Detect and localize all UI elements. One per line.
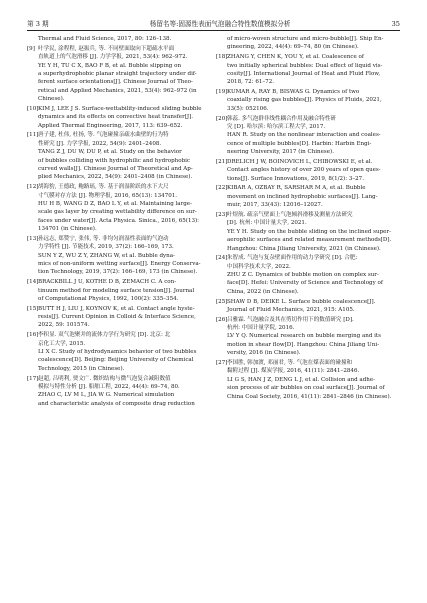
reference-line: Hangzhou: China Jiliang University, 2021 (in Chinese). <box>227 245 381 252</box>
reference-line: 直轨道上的气泡滑移 [J]. 力学学报, 2021, 53(4): 962–972. <box>38 54 188 61</box>
reference-number: [13] <box>27 235 39 242</box>
reference-line: 赵超, 吕明利, 贾文广. 微织结构与微气泡复合减阻数值 <box>38 375 171 382</box>
reference-text <box>227 158 399 183</box>
reference-entry <box>216 359 399 401</box>
reference-line: two initially spherical bubbles: Dual effect of liquid vis- <box>227 62 383 69</box>
reference-number <box>216 35 227 52</box>
reference-line: ZHAO C, LV M L, JIA W G. Numerical simulation <box>38 392 175 399</box>
reference-line: China Coal Society, 2016, 41(11): 2841–2846 (in Chinese). <box>227 393 392 400</box>
reference-line: DRELICH J W, BOINOVICH L, CHIBOWSKI E, et al. <box>227 158 373 165</box>
reference-line: LI G S, HAN J Z, DENG L J, et al. Collision and adhe- <box>227 376 375 383</box>
reference-line: muir, 2017, 33(43): 12016–12027. <box>227 202 323 209</box>
reference-text <box>227 316 399 358</box>
reference-line: Chinese). <box>38 96 65 103</box>
reference-line: motion in shear flow[D]. Hangzhou: China Jiliang Uni- <box>227 341 380 348</box>
reference-line: and characteristic analysis of composite drag reduction <box>38 400 195 407</box>
reference-line: Journal of Fluid Mechanics, 2021, 915: A105. <box>227 306 355 313</box>
reference-text <box>227 88 399 113</box>
reference-entry <box>216 184 399 209</box>
reference-line: 叶煜航. 疏亲气壁面上气泡倾斜滑移及测量方法研究 <box>227 211 353 218</box>
reference-number: [15] <box>27 305 39 312</box>
reference-line: LV Y Q. Numerical research on bubble merging and its <box>227 333 381 340</box>
reference-text <box>38 278 210 303</box>
reference-line: neering University, 2017 (in Chinese). <box>227 149 334 156</box>
reference-text <box>38 35 210 43</box>
reference-line: [D]. 杭州: 中国计量大学, 2021. <box>227 220 307 227</box>
reference-line: tinuum method for modeling surface tension[J]. Journal <box>38 287 195 294</box>
issue-number: 第 3 期 <box>27 20 49 28</box>
reference-line: China, 2022 (in Chinese). <box>227 288 299 295</box>
reference-line: 33(5): 052106. <box>227 105 269 112</box>
reference-number: [12] <box>27 184 39 191</box>
reference-text <box>227 254 399 296</box>
reference-text <box>38 375 210 409</box>
reference-entry <box>216 35 399 52</box>
reference-line: 黏附过程 [J]. 煤炭学报, 2016, 41(11): 2841–2846. <box>227 368 360 375</box>
reference-text <box>227 359 399 401</box>
reference-number: [19] <box>216 89 228 96</box>
reference-text <box>38 235 210 277</box>
reference-text <box>227 53 399 87</box>
reference-line: resis[J]. Current Opinion in Colloid & Interface Science, <box>38 314 196 321</box>
reference-text <box>38 45 210 104</box>
reference-line: versity, 2016 (in Chinese). <box>227 350 301 357</box>
reference-line: curved walls[J]. Chinese Journal of Theoretical and Ap- <box>38 165 193 172</box>
reference-line: 京化工大学, 2015. <box>38 340 86 347</box>
reference-line: 力学特性 [J]. 节能技术, 2019, 37(2): 166–169, 173. <box>38 244 174 251</box>
reference-number: [14] <box>27 279 39 286</box>
reference-entry <box>27 375 210 409</box>
reference-text <box>227 298 399 315</box>
reference-text <box>227 184 399 209</box>
reference-line: ZHU Z C. Dynamics of bubble motion on complex sur- <box>227 272 379 279</box>
reference-entry <box>27 183 210 233</box>
reference-number: [26] <box>216 316 228 323</box>
reference-line: retical and Applied Mechanics, 2021, 53(4): 962–972 (in <box>38 87 197 94</box>
reference-text <box>38 105 210 130</box>
reference-entry <box>27 131 210 181</box>
reference-number: [17] <box>27 375 39 382</box>
reference-line: Contact angles history of over 200 years of open ques- <box>227 167 381 174</box>
reference-number: [10] <box>27 105 39 112</box>
reference-number: [27] <box>216 360 228 366</box>
reference-number: [25] <box>216 298 228 305</box>
reference-line: 李国胜, 韩加渡, 邓丽君, 等. 气泡在煤表面的碰撞和 <box>227 360 353 366</box>
reference-entry <box>216 158 399 183</box>
reference-entry <box>27 305 210 330</box>
reference-line: 杭州: 中国计量学院, 2016. <box>227 325 295 332</box>
reference-line: YE Y H. Study on the bubble sliding on the inclined super- <box>227 228 391 235</box>
reference-text <box>38 183 210 233</box>
reference-line: tion Technology, 2019, 37(2): 166–169, 173 (in Chinese). <box>38 269 198 276</box>
running-title: 杨留名等:固源性表面气泡融合特性数值模拟分析 <box>149 20 291 28</box>
reference-line: Thermal and Fluid Science, 2017, 80: 126–138. <box>38 36 172 42</box>
reference-number: [20] <box>216 115 228 122</box>
reference-line: 模拟与特性分析 [J]. 船舶工程, 2022, 44(4): 69–74, 80. <box>38 383 180 390</box>
reference-line: 究 [D]. 哈尔滨: 哈尔滨工程大学, 2017. <box>227 123 326 130</box>
reference-entry <box>27 278 210 303</box>
running-header <box>27 16 400 28</box>
reference-number: [11] <box>27 132 39 139</box>
reference-line: 性研究 [J]. 力学学报, 2022, 54(9): 2401–2408. <box>38 140 162 147</box>
reference-line: scale gas layer by creating wettability difference on sur- <box>38 209 197 216</box>
reference-line: HAN R. Study on the nonlinear interaction and coales- <box>227 132 381 139</box>
reference-line: ferent surface orientations[J]. Chinese Journal of Theo- <box>38 79 193 86</box>
reference-entry <box>27 105 210 130</box>
reference-line: Applied Thermal Engineering, 2017, 113: 639–652. <box>38 122 183 129</box>
reference-line: tions[J]. Surface Innovations, 2019, 8(1/2): 3–27. <box>227 175 364 182</box>
reference-line: KUMAR A, RAY B, BISWAS G. Dynamics of two <box>227 89 360 96</box>
reference-line: ZHANG Y, CHEN K, YOU Y, et al. Coalescence of <box>227 54 364 61</box>
reference-entry <box>27 45 210 104</box>
reference-line: 孙远志, 郑赞宁, 张伟, 等. 非均匀润湿性表面的气泡动 <box>38 235 169 242</box>
reference-line: coalescence[D]. Beijing: Beijing University of Chemical <box>38 357 194 364</box>
reference-number: [23] <box>216 211 228 218</box>
reference-line: 朱智成. 气泡与复杂壁面作用的动力学研究 [D]. 合肥: <box>227 255 358 262</box>
reference-entry <box>27 331 210 373</box>
reference-line: 中国科学技术大学, 2022. <box>227 263 291 270</box>
reference-line: gineering, 2022, 44(4): 69–74, 80 (in Chinese). <box>227 44 359 51</box>
reference-text <box>227 115 399 157</box>
reference-entry <box>27 235 210 277</box>
reference-number: [16] <box>27 332 39 339</box>
left-column <box>27 35 210 409</box>
reference-line: plied Mechanics, 2022, 54(9): 2401–2408 (in Chinese). <box>38 174 193 181</box>
reference-line: face[D]. Hefei: University of Science and Technology of <box>227 280 383 287</box>
reference-line: KIBAR A, OZBAY R, SARSHAR M A, et al. Bubble <box>227 185 366 192</box>
reference-line: dynamics and its effects on convective heat transfer[J]. <box>38 114 194 121</box>
reference-line: sion process of air bubbles on coal surface[J]. Journal of <box>227 385 385 392</box>
reference-line: 李积显. 双气泡聚并的流体力学行为研究 [D]. 北京: 北 <box>38 332 171 339</box>
page-number: 35 <box>391 20 400 28</box>
reference-line: LI X C. Study of hydrodynamics behavior of two bubbles <box>38 349 197 355</box>
reference-number: [22] <box>216 185 228 192</box>
reference-text <box>38 331 210 373</box>
reference-line: cence of multiple bubbles[D]. Harbin: Harbin Engi- <box>227 140 372 147</box>
reference-entry <box>216 254 399 296</box>
reference-entry <box>216 53 399 87</box>
reference-line: of micro-woven structure and micro-bubble[J]. Ship En- <box>227 36 384 42</box>
reference-line: 寸气膜对存方法 [J]. 物理学报, 2016, 65(13): 134701. <box>38 192 178 199</box>
reference-number: [18] <box>216 54 228 61</box>
reference-entry <box>216 316 399 358</box>
reference-line: 胡海豹, 王德政, 鲍路瑶, 等. 基于润湿阶跃的水下大尺 <box>38 184 169 191</box>
reference-line: 叶学民, 涂程程, 赵振兵, 等. 不同壁面取向下超疏水平面 <box>38 45 175 52</box>
reference-line: coaxially rising gas bubbles[J]. Physics of Fluids, 2021, <box>227 97 382 104</box>
reference-text <box>227 35 399 52</box>
reference-number: [9] <box>27 45 35 52</box>
reference-entry <box>216 88 399 113</box>
reference-line: 韩蕊. 多气泡群非线性耦合作用及融合特性研 <box>227 115 336 122</box>
reference-line: YE Y H, TU C X, BAO F B, et al. Bubble slipping on <box>38 62 182 69</box>
reference-line: aerophilic surfaces and related measurement methods[D]. <box>227 237 392 244</box>
reference-entry <box>27 35 210 43</box>
reference-entry <box>216 211 399 253</box>
reference-line: cosity[J]. International Journal of Heat and Fluid Flow, <box>227 70 381 77</box>
reference-line: BUTT H J, LIU J, KOYNOV K, et al. Contact angle hyste- <box>38 305 195 312</box>
reference-text <box>227 211 399 253</box>
reference-line: 吕雅霖. 气泡融合及其在剪切作用下的数值研究 [D]. <box>227 316 354 323</box>
reference-number: [24] <box>216 255 228 262</box>
reference-line: 2022, 59: 101574. <box>38 322 90 329</box>
reference-line: a superhydrophobic planar straight trajectory under dif- <box>38 70 197 77</box>
reference-line: HU H B, WANG D Z, BAO L Y, et al. Maintaining large- <box>38 200 192 207</box>
reference-line: of bubbles colliding with hydrophilic and hydrophobic <box>38 157 191 164</box>
reference-line: of Computational Physics, 1992, 100(2): 335–354. <box>38 295 179 302</box>
reference-line: 唐子建, 杜伟, 杜扬, 等. 气泡碰撞亲疏水曲壁的行为特 <box>38 132 169 139</box>
reference-number <box>27 35 38 43</box>
reference-line: KIM J, LEE J S. Surface-wettability-induced sliding bubble <box>38 105 202 112</box>
reference-line: movement on inclined hydrophobic surfaces[J]. Lang- <box>227 193 378 200</box>
reference-line: 134701 (in Chinese). <box>38 226 97 233</box>
reference-line: Technology, 2015 (in Chinese). <box>38 365 125 372</box>
reference-text <box>38 305 210 330</box>
reference-line: BRACKBILL J U, KOTHE D B, ZEMACH C. A con- <box>38 279 177 286</box>
reference-line: faces under water[J]. Acta Physica. Sinica., 2016, 65(13): <box>38 217 200 224</box>
reference-line: mics of non-uniform wetting surface[J]. Energy Conserva- <box>38 261 201 268</box>
reference-line: TANG Z J, DU W, DU P, et al. Study on the behavior <box>38 149 182 156</box>
reference-number: [21] <box>216 158 228 165</box>
right-column <box>216 35 399 402</box>
reference-entry <box>216 115 399 157</box>
reference-line: SHAW D B, DEIKE L. Surface bubble coalescence[J]. <box>227 298 376 305</box>
header-rule <box>27 30 400 31</box>
reference-text <box>38 131 210 181</box>
reference-entry <box>216 298 399 315</box>
reference-line: SUN Y Z, WU Z Y, ZHANG W, et al. Bubble dyna- <box>38 252 175 259</box>
reference-line: 2018, 72: 61–72. <box>227 79 274 86</box>
